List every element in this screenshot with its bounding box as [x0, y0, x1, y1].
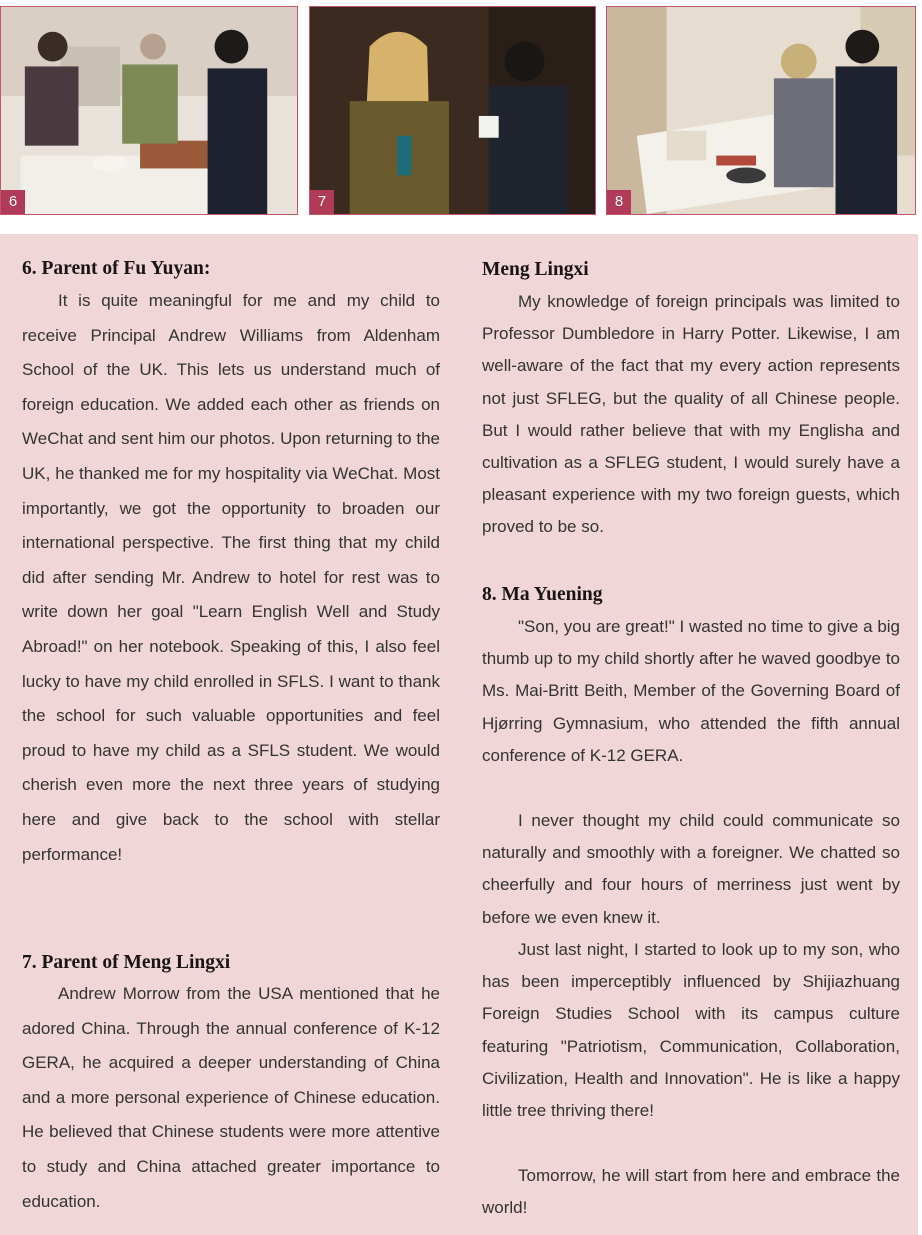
photo-6-number: 6: [1, 190, 25, 214]
photo-8-number: 8: [607, 190, 631, 214]
article-body: [0, 234, 918, 1235]
paragraph-ma-yuening-3: Just last night, I started to look up to my son, who has been imperceptibly influenced by Shijiazhuang Foreign Studies School with its campus culture featuring "Patriotism, Communication, Collaboration, Civilization, Health and Innovation". He is like a happy little tree thriving there!: [482, 940, 900, 1121]
heading-ma-yuening: 8. Ma Yuening: [482, 584, 603, 605]
paragraph-ma-yuening-2: I never thought my child could communicate so naturally and smoothly with a foreigner. We chatted so cheerfully and four hours of merriness just went by before we even knew it.: [482, 811, 900, 927]
photo-7-image: [310, 7, 595, 214]
photo-strip: [0, 0, 922, 226]
photo-8-image: [607, 7, 915, 214]
heading-parent-meng-lingxi: 7. Parent of Meng Lingxi: [22, 952, 231, 973]
paragraph-meng-lingxi: My knowledge of foreign principals was limited to Professor Dumbledore in Harry Potter. Likewise, I am well-aware of the fact that my every action represents not just SFLEG, but the quality of all Chinese people. But I would rather believe that with my Englisha and cultivation as a SFLEG student, I would surely have a pleasant experience with my two foreign guests, which proved to be so.: [482, 292, 900, 537]
photo-6-image: [1, 7, 297, 214]
photo-8-calligraphy: [606, 6, 916, 215]
heading-meng-lingxi: Meng Lingxi: [482, 259, 589, 280]
photo-7-gift: [309, 6, 596, 215]
paragraph-ma-yuening-4: Tomorrow, he will start from here and embrace the world!: [482, 1166, 900, 1218]
photo-7-number: 7: [310, 190, 334, 214]
paragraph-ma-yuening-1: "Son, you are great!" I wasted no time to give a big thumb up to my child shortly after he waved goodbye to Ms. Mai-Britt Beith, Member of the Governing Board of Hjørring Gymnasium, who attended the fifth annual conference of K-12 GERA.: [482, 617, 900, 765]
photo-6-kitchen: [0, 6, 298, 215]
heading-parent-fu-yuyan: 6. Parent of Fu Yuyan:: [22, 258, 211, 279]
paragraph-parent-meng-lingxi: Andrew Morrow from the USA mentioned that he adored China. Through the annual conference of K-12 GERA, he acquired a deeper understanding of China and a more personal experience of Chinese education. He believed that Chinese students were more attentive to study and China attached greater importance to education.: [22, 984, 440, 1211]
paragraph-parent-fu-yuyan: It is quite meaningful for me and my child to receive Principal Andrew Williams from Aldenham School of the UK. This lets us understand much of foreign education. We added each other as friends on WeChat and sent him our photos. Upon returning to the UK, he thanked me for my hospitality via WeChat. Most importantly, we got the opportunity to broaden our international perspective. The first thing that my child did after sending Mr. Andrew to hotel for rest was to write down her goal "Learn English Well and Study Abroad!" on her notebook. Speaking of this, I also feel lucky to have my child enrolled in SFLS. I want to thank the school for such valuable opportunities and feel proud to have my child as a SFLS student. We would cherish even more the next three years of studying here and give back to the school with stellar performance!: [22, 291, 440, 864]
